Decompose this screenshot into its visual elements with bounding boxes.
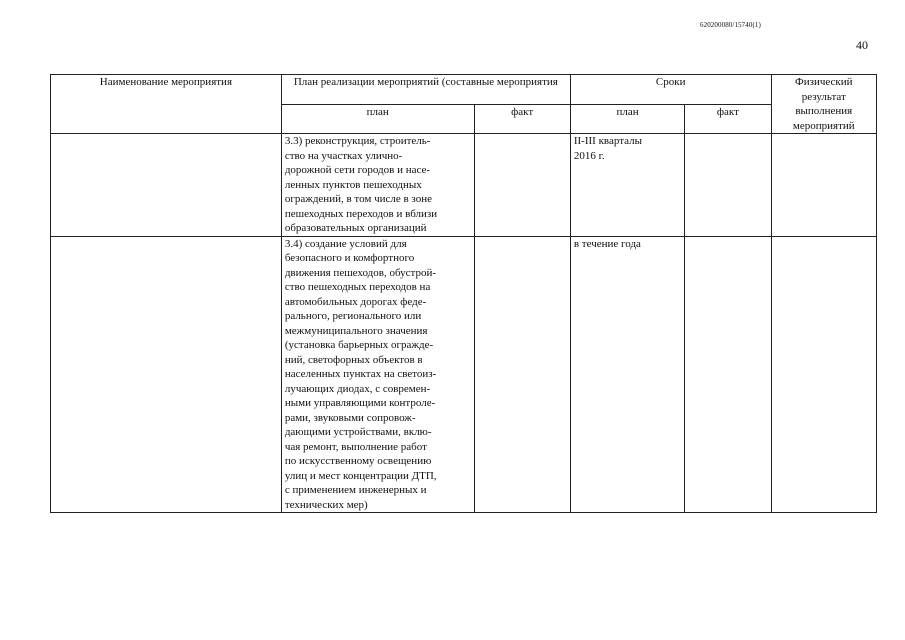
page-number: 40	[856, 38, 868, 52]
cell-fact	[474, 236, 570, 513]
cell-term-plan: в течение года	[570, 236, 684, 513]
cell-term-fact	[685, 134, 771, 237]
table-header-row	[51, 75, 877, 105]
table-row	[51, 236, 877, 513]
cell-term-fact	[685, 236, 771, 513]
subheader-plan: план	[281, 104, 474, 134]
cell-name	[51, 236, 282, 513]
cell-term-plan: II-III кварталы 2016 г.	[570, 134, 684, 237]
subheader-term-fact: факт	[685, 104, 771, 134]
column-header-name: Наименование мероприятия	[51, 75, 282, 134]
activities-table	[50, 74, 877, 513]
cell-fact	[474, 134, 570, 237]
column-header-result: Физический результат выполнения мероприятий	[771, 75, 876, 134]
cell-name	[51, 134, 282, 237]
column-header-terms: Сроки	[570, 75, 771, 105]
cell-result	[771, 236, 876, 513]
document-id: 620200080/15740(1)	[700, 21, 761, 29]
column-header-plan-realization: План реализации мероприятий (составные мероприятия	[281, 75, 570, 105]
table-row	[51, 134, 877, 237]
cell-result	[771, 134, 876, 237]
cell-plan: 3.4) создание условий для безопасного и комфортного движения пешеходов, обустрой- ство пешеходных переходов на автомобильных дорогах феде- рального, регионального или межмуниципального значения (установка барьерных огражде- ний, светофорных объектов в населенных пунктах на светоиз- лучающих диодах, с современ- ными управляющими контроле- рами, звуковыми сопровож- дающими устройствами, вклю- чая ремонт, выполнение работ по искусственному освещению улиц и мест концентрации ДТП, с применением инженерных и технических мер)	[281, 236, 474, 513]
subheader-term-plan: план	[570, 104, 684, 134]
subheader-fact: факт	[474, 104, 570, 134]
cell-plan: 3.3) реконструкция, строитель- ство на участках улично- дорожной сети городов и насе- ленных пунктов пешеходных ограждений, в том числе в зоне пешеходных переходов и вблизи образовательных организаций	[281, 134, 474, 237]
